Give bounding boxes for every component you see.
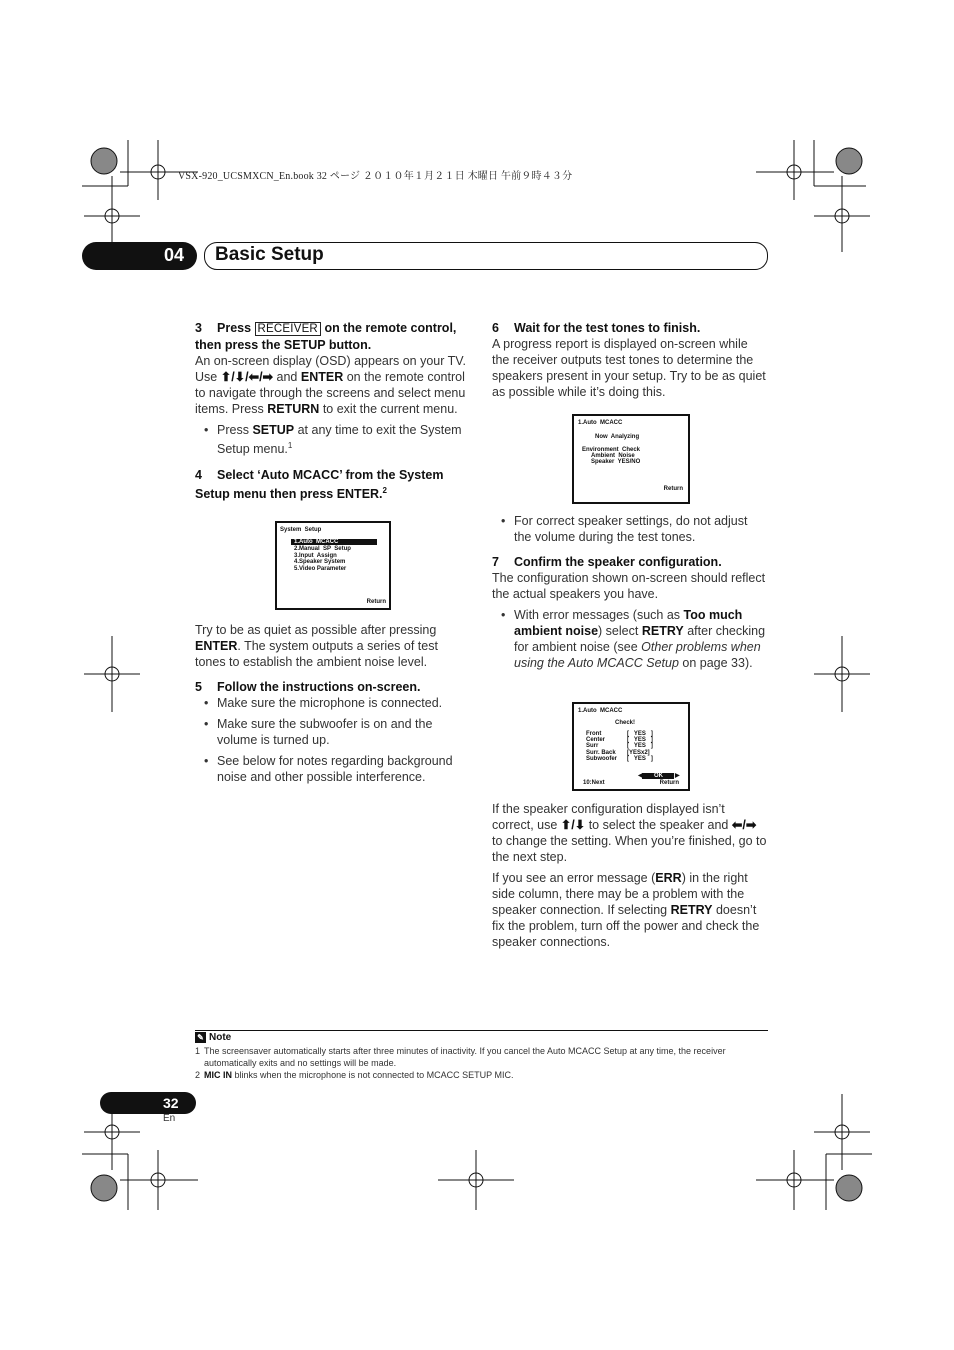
step-7-heading: 7 Confirm the speaker configuration.: [492, 555, 722, 569]
note-icon: ✎: [195, 1032, 206, 1043]
footnote-2: 2 MIC IN blinks when the microphone is not connected to MCACC SETUP MIC.: [195, 1070, 514, 1080]
right-column-lower: [492, 801, 768, 950]
chapter-header: [82, 242, 768, 270]
footnote-1: 1 The screensaver automatically starts after three minutes of inactivity. If you cancel the Auto MCACC Setup at any time, the receiver automatically exits and no settings will be made.: [195, 1046, 726, 1068]
config-paragraph: If the speaker configuration displayed isn’t correct, use ⬆/⬇ to select the speaker and ⬅/➡ to change the setting. When you’re finished, go to the next step.: [492, 802, 767, 864]
step-3-body: An on-screen display (OSD) appears on your TV. Use ⬆/⬇/⬅/➡ and ENTER on the remote control to navigate through the screens and select menu items. Press RETURN to exit the current menu.: [195, 354, 466, 416]
left-column: [195, 320, 471, 502]
page-number-pill: [100, 1092, 196, 1114]
step-7-bullet: • With error messages (such as Too much ambient noise) select RETRY after checking for ambient noise (see Other problems when using the Auto MCACC Setup on page 33).: [492, 607, 768, 671]
step-5-bullet: • Make sure the subwoofer is on and the volume is turned up.: [195, 716, 471, 748]
step-6-body: A progress report is displayed on-screen while the receiver outputs test tones to determine the speakers present in your setup. Try to be as quiet as possible while it’s doing this.: [492, 337, 766, 399]
notes-heading: ✎ Note: [195, 1032, 231, 1043]
page-language: En: [163, 1113, 176, 1124]
right-column-mid: [492, 513, 768, 671]
step-5-bullet: • Make sure the microphone is connected.: [195, 695, 471, 711]
chapter-number-pill: [82, 242, 197, 270]
step-6-bullet: • For correct speaker settings, do not adjust the volume during the test tones.: [492, 513, 768, 545]
up-down-arrows-icon: ⬆/⬇: [560, 818, 586, 832]
arrow-keys-icon: ⬆/⬇/⬅/➡: [220, 370, 274, 384]
print-header: VSX-920_UCSMXCN_En.book 32 ページ ２０１０年１月２１日 木曜日 午前９時４３分: [178, 171, 573, 182]
chapter-number: 04: [164, 245, 185, 265]
notes-divider: [195, 1030, 768, 1031]
receiver-key: RECEIVER: [255, 322, 321, 336]
osd-system-setup: System Setup 1.Auto MCACC 2.Manual SP Setup 3.Input Assign 4.Speaker System 5.Video Parameter Return: [275, 521, 391, 610]
step-3-heading: 3 Press RECEIVER on the remote control, then press the SETUP button.: [195, 321, 457, 352]
after-osd-text: Try to be as quiet as possible after pressing ENTER. The system outputs a series of test tones to establish the ambient noise level.: [195, 623, 438, 669]
page-number: 32: [163, 1095, 179, 1111]
right-arrow-icon: ▶: [675, 773, 680, 779]
left-right-arrows-icon: ⬅/➡: [731, 818, 757, 832]
osd-auto-mcacc-analyzing: 1.Auto MCACC Now Analyzing Environment Check Ambient Noise Speaker YES/NO Return: [572, 414, 690, 504]
footnotes: [195, 1045, 768, 1081]
step-7-body: The configuration shown on-screen should reflect the actual speakers you have.: [492, 571, 766, 601]
step-3-bullet: • Press SETUP at any time to exit the System Setup menu.$^1$: [195, 422, 471, 457]
osd-auto-mcacc-check: 1.Auto MCACC Check! Front Center Surr Surr. Back Subwoofer [ YES ] [ YES ] [ YES ] [YESx2] [ YES ] ◀ ▶ OK 10:Next Return: [572, 702, 690, 791]
step-6-heading: 6 Wait for the test tones to finish.: [492, 321, 701, 335]
step-5-heading: 5 Follow the instructions on-screen.: [195, 680, 421, 694]
chapter-title-frame: [204, 242, 768, 270]
left-column-lower: [195, 622, 471, 785]
step-5-bullet: • See below for notes regarding background noise and other possible interference.: [195, 753, 471, 785]
step-4-heading: 4 Select ‘Auto MCACC’ from the System Setup menu then press ENTER.$^2$: [195, 468, 444, 502]
left-arrow-icon: ◀: [638, 773, 643, 779]
error-paragraph: If you see an error message (ERR) in the right side column, there may be a problem with the speaker connection. If selecting RETRY doesn’t fix the problem, turn off the power and check the speaker connections.: [492, 871, 760, 949]
chapter-title: Basic Setup: [215, 244, 324, 265]
right-column: [492, 320, 768, 400]
